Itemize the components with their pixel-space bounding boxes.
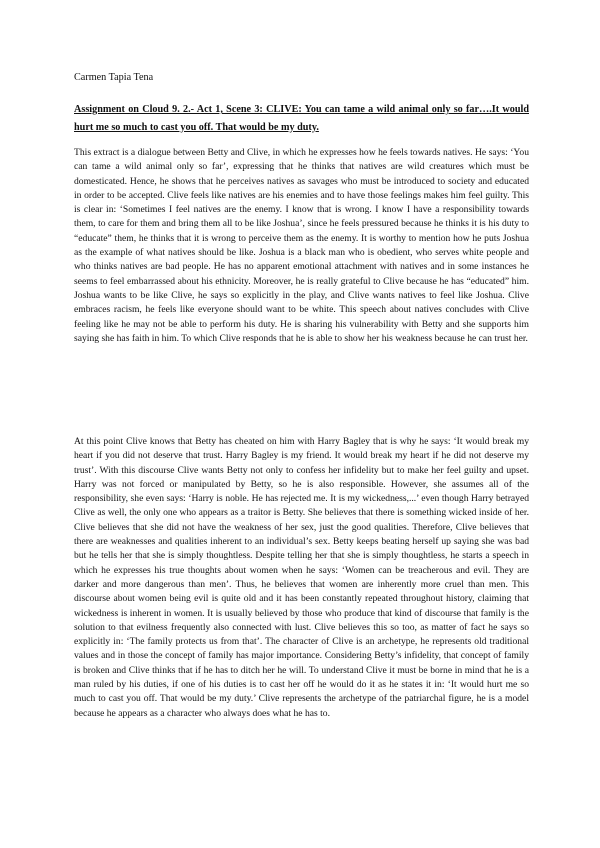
paragraph-1: This extract is a dialogue between Betty and Clive, in which he expresses how he feels towards natives. He says: ‘You can tame a wild animal only so far’, expressing that he thinks that natives are wild creatures which must be domesticated. Hence, he shows that he perceives natives as savages who must be introduced to society and educated in order to be accepted. Clive feels like natives are his enemies and to have those feelings makes him feel guilty. This is clear in: ‘Sometimes I feel natives are the enemy. I know that is wrong. I know I have a responsibility towards them, to care for them and bring them all to be like Joshua’, since he feels pressured because he thinks it is his duty to “educate” them, he thinks that it is wrong to perceive them as the enemy. It is worthy to mention how he puts Joshua as the example of what natives should be like. Joshua is a black man who is obedient, who serves white people and who thinks natives are bad people. He has no apparent emotional attachment with natives and in some instances he seems to feel embarrassed about his ethnicity. Moreover, he is really grateful to Clive because he has “educated” him. Joshua wants to be like Clive, he says so explicitly in the play, and Clive wants natives to feel like Joshua. Clive embraces racism, he feels like everyone should want to be white. This speech about natives concludes with Clive feeling like he may not be able to perform his duty. He is sharing his vulnerability with Betty and she supports him saying she has faith in him. To which Clive responds that he is able to show her his weakness because he can trust her. [74, 147, 529, 344]
assignment-title: Assignment on Cloud 9. 2.- Act 1, Scene 3: CLIVE: You can tame a wild animal only so far….It would hurt me so much to cast you off. That would be my duty. [74, 104, 529, 133]
author-name: Carmen Tapia Tena [74, 72, 154, 83]
paragraph-2: At this point Clive knows that Betty has cheated on him with Harry Bagley that is why he says: ‘It would break my heart if you did not deserve that trust. Harry Bagley is my friend. It would break my heart if he did not deserve my trust’. With this discourse Clive wants Betty not only to confess her infidelity but to make her feel guilty and upset. Harry was not forced or manipulated by Betty, so he is also responsible. However, she assumes all of the responsibility, she even says: ‘Harry is noble. He has rejected me. It is my wickedness,...’ even though Harry betrayed Clive as well, the only one who appears as a traitor is Betty. She believes that there is something wicked inside of her. Clive believes that she did not have the weakness of her sex, just the good qualities. Therefore, Clive believes that there are weaknesses and qualities inherent to an individual’s sex. Betty keeps beating herself up saying she was bad but he tells her that she is simply thoughtless. Despite telling her that she is simply thoughtless, he starts a speech in which he expresses his true thoughts about women when he says: ‘Women can be treacherous and evil. They are darker and more dangerous than men’. Thus, he believes that women are inherently more cruel than men. This discourse about women being evil is quite old and it has been constantly repeated throughout history, claiming that wickedness is inherent in women. It is usually believed by those who produce that kind of discourse that family is the solution to that evilness frequently also connected with lust. Clive believes this so too, as matter of fact he says so explicitly in: ‘The family protects us from that’. The character of Clive is an archetype, he represents old traditional values and in those the concept of family has major importance. Considering Betty’s infidelity, that concept of family is broken and Clive thinks that if he has to ditch her he will. To understand Clive it must be borne in mind that he is a man ruled by his duties, if one of his duties is to cast her off he would do it as he states it in: ‘It would hurt me so much to cast you off. That would be my duty.’ Clive represents the archetype of the patriarchal figure, he is a model because he appears as a character who always does what he has to. [74, 436, 529, 719]
